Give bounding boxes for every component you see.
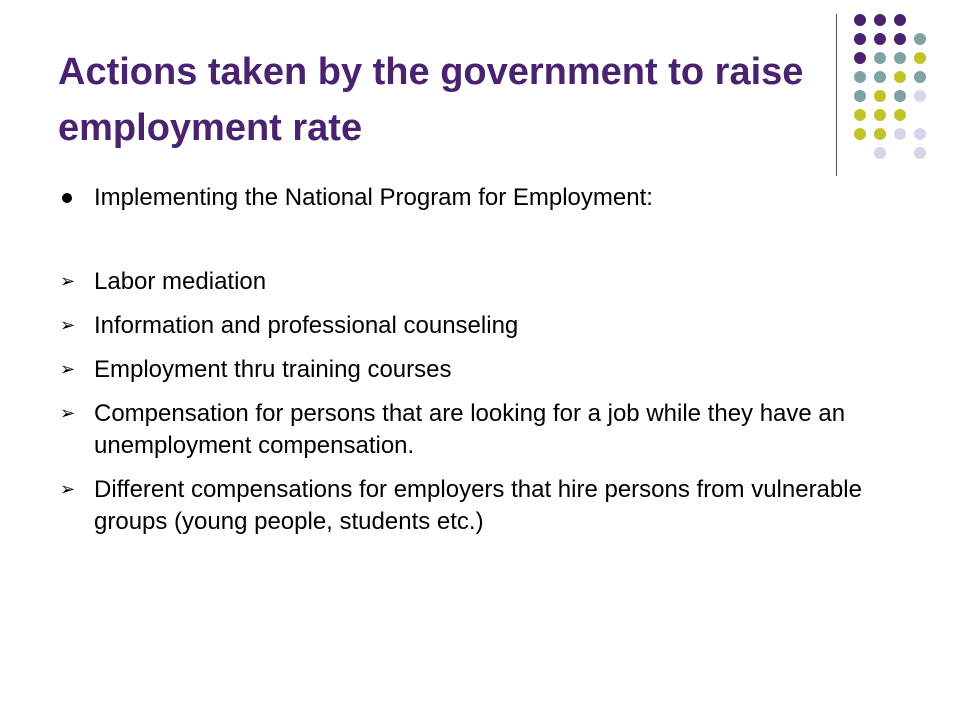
dot xyxy=(914,90,926,102)
dot xyxy=(894,14,906,26)
list-item xyxy=(58,266,918,298)
list-item xyxy=(58,354,918,386)
dot xyxy=(874,90,886,102)
dot xyxy=(854,52,866,64)
dot xyxy=(894,90,906,102)
list-item-text: Compensation for persons that are looking for a job while they have an unemployment compensation. xyxy=(94,400,846,459)
arrowhead-icon: ➢ xyxy=(60,479,76,500)
arrowhead-icon: ➢ xyxy=(60,315,76,336)
slide-content xyxy=(58,182,918,550)
divider-line xyxy=(836,14,837,176)
dot xyxy=(914,33,926,45)
dot xyxy=(874,71,886,83)
dot xyxy=(894,33,906,45)
list-item-text: Employment thru training courses xyxy=(94,356,452,383)
arrowhead-icon: ➢ xyxy=(60,359,76,380)
dot xyxy=(854,90,866,102)
arrowhead-icon: ➢ xyxy=(60,403,76,424)
dot xyxy=(914,128,926,140)
list-item-text: Information and professional counseling xyxy=(94,312,519,339)
dot xyxy=(854,71,866,83)
dot xyxy=(874,14,886,26)
list-item-text: Labor mediation xyxy=(94,268,267,295)
list-item xyxy=(58,398,918,462)
dot xyxy=(854,109,866,121)
dot xyxy=(874,109,886,121)
dot xyxy=(914,147,926,159)
list-item xyxy=(58,310,918,342)
dot xyxy=(914,71,926,83)
dot xyxy=(854,33,866,45)
dot xyxy=(874,52,886,64)
bullet-icon xyxy=(62,193,72,203)
slide-title: Actions taken by the government to raise employment rate xyxy=(58,51,804,149)
dot xyxy=(914,52,926,64)
dot xyxy=(894,109,906,121)
main-bullet xyxy=(58,182,918,214)
list-item-text: Different compensations for employers that hire persons from vulnerable groups (young people, students etc.) xyxy=(94,476,862,535)
arrowhead-icon: ➢ xyxy=(60,271,76,292)
dot xyxy=(874,33,886,45)
dot xyxy=(874,147,886,159)
dot xyxy=(854,128,866,140)
dot xyxy=(874,128,886,140)
dot xyxy=(854,14,866,26)
dot xyxy=(894,52,906,64)
dot xyxy=(894,71,906,83)
list-item xyxy=(58,474,918,538)
main-bullet-text: Implementing the National Program for Employment: xyxy=(94,184,653,211)
dot xyxy=(894,128,906,140)
